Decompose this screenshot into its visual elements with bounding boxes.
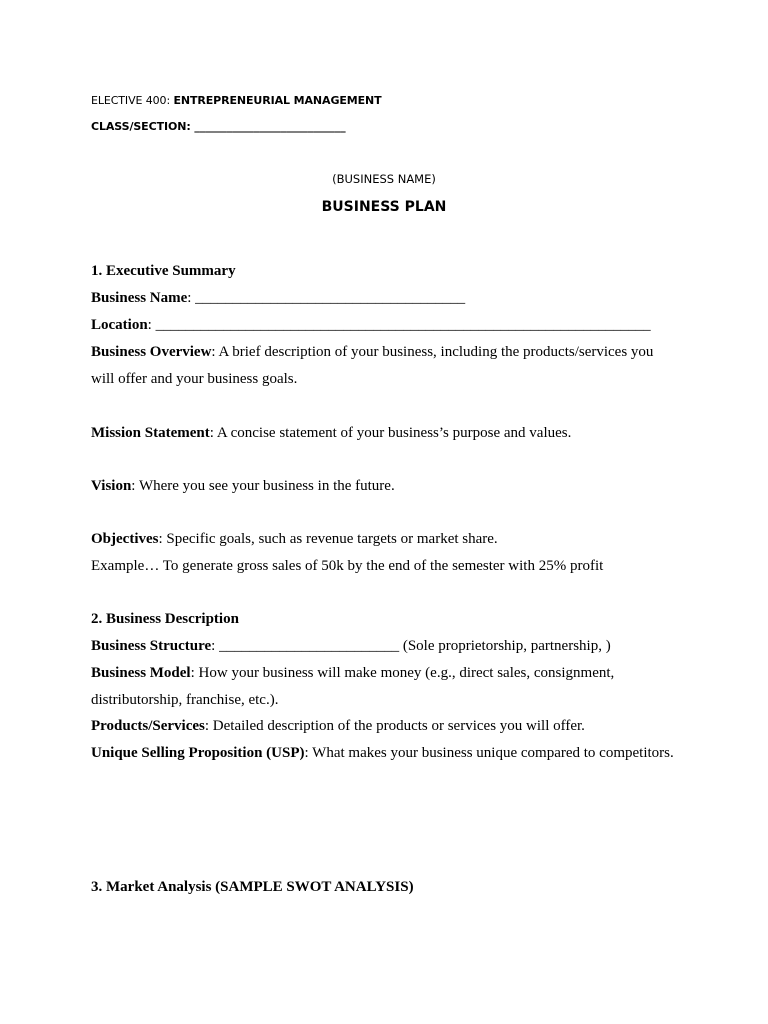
mission-statement [91,425,571,442]
vision-text: : Where you see your business in the future. [131,478,395,494]
business-name-label: Business Name [91,290,188,306]
business-model-text: : How your business will make money (e.g., direct sales, consignment, [190,665,615,681]
unique-selling-proposition [91,745,674,762]
location-field [91,317,651,334]
business-overview-text: : A brief description of your business, including the products/services you [211,344,654,360]
document-title: BUSINESS PLAN [321,199,447,215]
business-model [91,665,614,682]
business-overview-continued: will offer and your business goals. [91,371,298,387]
objectives [91,531,498,548]
business-overview [91,344,653,361]
objectives-label: Objectives [91,531,159,547]
products-services-text: : Detailed description of the products or services you will offer. [204,718,585,734]
business-name-blank: : ____________________________________ [187,290,466,306]
mission-text: : A concise statement of your business’s purpose and values. [209,425,572,441]
products-services-label: Products/Services [91,718,205,734]
business-structure-label: Business Structure [91,638,212,654]
course-name: ENTREPRENEURIAL MANAGEMENT [173,94,382,107]
usp-text: : What makes your business unique compared to competitors. [304,745,674,761]
vision-label: Vision [91,478,132,494]
vision [91,478,395,495]
mission-label: Mission Statement [91,425,210,441]
business-name-field [91,290,465,307]
objectives-text: : Specific goals, such as revenue targets or market share. [158,531,498,547]
usp-label: Unique Selling Proposition (USP) [91,745,305,761]
course-prefix: ELECTIVE 400: [91,94,174,107]
business-structure-text: : ________________________ (Sole proprietorship, partnership, ) [211,638,611,654]
objectives-example: Example… To generate gross sales of 50k by the end of the semester with 25% profit [91,558,604,574]
business-model-continued: distributorship, franchise, etc.). [91,692,279,708]
business-model-label: Business Model [91,665,191,681]
business-overview-label: Business Overview [91,344,212,360]
location-blank: : __________________________________________________________________ [147,317,651,333]
class-section-line: CLASS/SECTION: ____________________________ [91,120,346,133]
section-heading-market-analysis: 3. Market Analysis (SAMPLE SWOT ANALYSIS) [91,879,414,895]
section-heading-business-description: 2. Business Description [91,611,239,627]
products-services [91,718,585,735]
business-structure [91,638,611,655]
section-heading-executive-summary: 1. Executive Summary [91,263,236,279]
location-label: Location [91,317,148,333]
business-name-placeholder: (BUSINESS NAME) [332,172,436,186]
course-line [91,94,382,107]
